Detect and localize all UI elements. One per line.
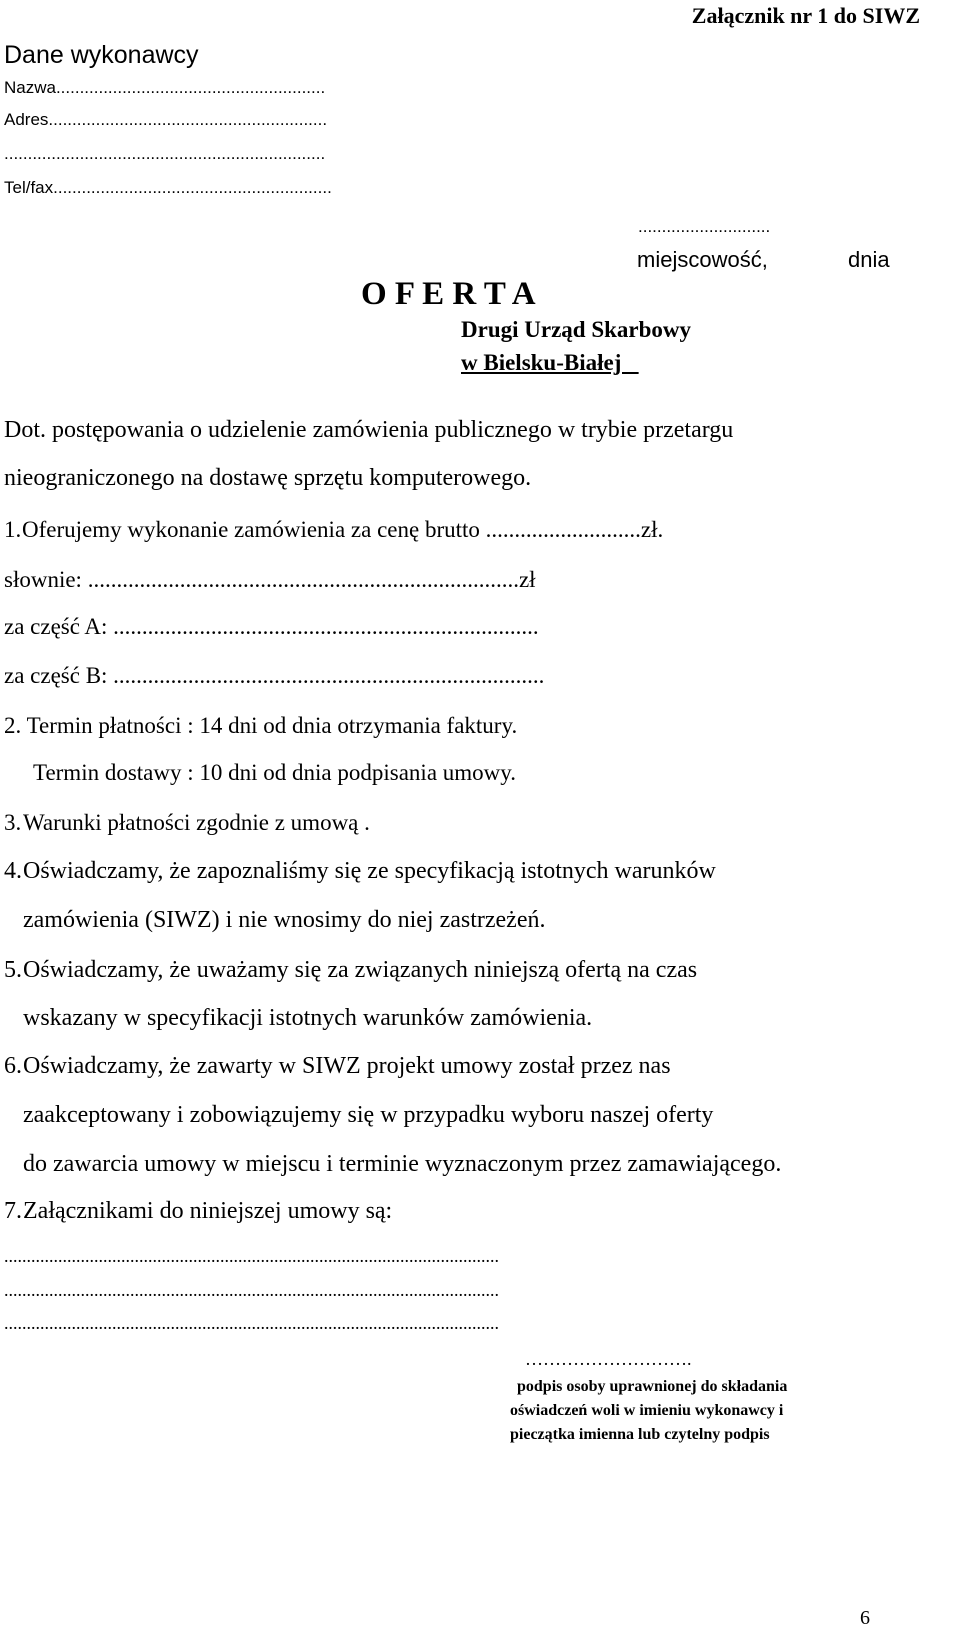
item2-line2: Termin dostawy : 10 dni od dnia podpisania umowy.	[33, 760, 517, 785]
contractor-address-line: Adres...........................................................	[4, 110, 328, 129]
signature-dots: ……………………….	[525, 1349, 692, 1369]
item6-number: 6.	[4, 1053, 22, 1079]
subject-line1: Dot. postępowania o udzielenie zamówienia publicznego w trybie przetargu	[4, 417, 734, 443]
item7-number: 7.	[4, 1198, 22, 1224]
addressee-line2: w Bielsku-Białej	[461, 350, 639, 375]
place-label: miejscowość,	[637, 247, 768, 272]
item4-number: 4.	[4, 858, 22, 884]
item7-blank-line: ..............................................................................................................	[4, 1280, 499, 1300]
contractor-telfax-line: Tel/fax...........................................................	[4, 178, 332, 197]
signature-caption-line1: podpis osoby uprawnionej do składania	[517, 1378, 788, 1395]
item5-line2: wskazany w specyfikacji istotnych warunków zamówienia.	[23, 1005, 593, 1031]
signature-caption-line3: pieczątka imienna lub czytelny podpis	[510, 1426, 770, 1443]
item4-line2: zamówienia (SIWZ) i nie wnosimy do niej zastrzeżeń.	[23, 907, 546, 933]
item1-part-a: za część A: ..........................................................................	[4, 614, 539, 639]
item7-text: Załącznikami do niniejszej umowy są:	[23, 1198, 393, 1224]
item2-line1: 2. Termin płatności : 14 dni od dnia otrzymania faktury.	[4, 713, 518, 738]
item1-words: słownie: ...........................................................................zł	[4, 567, 536, 592]
offer-title: O F E R T A	[361, 276, 536, 312]
item6-line2: zaakceptowany i zobowiązujemy się w przypadku wyboru naszej oferty	[23, 1102, 714, 1128]
item5-line1: Oświadczamy, że uważamy się za związanych niniejszą ofertą na czas	[23, 957, 698, 983]
item4-line1: Oświadczamy, że zapoznaliśmy się ze specyfikacją istotnych warunków	[23, 858, 716, 884]
contractor-name-line: Nazwa.........................................................	[4, 78, 326, 97]
date-label: dnia	[848, 247, 890, 272]
subject-line2: nieograniczonego na dostawę sprzętu komputerowego.	[4, 465, 532, 491]
item5-number: 5.	[4, 957, 22, 983]
item6-line1: Oświadczamy, że zawarty w SIWZ projekt umowy został przez nas	[23, 1053, 671, 1079]
item7-blank-line: ..............................................................................................................	[4, 1246, 499, 1266]
attachment-label: Załącznik nr 1 do SIWZ	[691, 3, 920, 28]
item6-line3: do zawarcia umowy w miejscu i terminie wyznaczonym przez zamawiającego.	[23, 1151, 782, 1177]
item3-number: 3.	[4, 810, 22, 835]
addressee-line1: Drugi Urząd Skarbowy	[461, 317, 692, 342]
signature-caption-line2: oświadczeń woli w imieniu wykonawcy i	[510, 1402, 784, 1419]
contractor-address-line2: ....................................................................	[4, 144, 326, 163]
item1-text: Oferujemy wykonanie zamówienia za cenę brutto ...........................zł.	[22, 517, 664, 542]
item7-blank-line: ..............................................................................................................	[4, 1313, 499, 1333]
contractor-heading: Dane wykonawcy	[4, 41, 199, 69]
place-date-dots: ............................	[638, 217, 771, 236]
page-number: 6	[860, 1607, 870, 1629]
item1-number: 1.	[4, 517, 22, 542]
item1-part-b: za część B: ...........................................................................	[4, 663, 545, 688]
item3-text: Warunki płatności zgodnie z umową .	[23, 810, 370, 835]
